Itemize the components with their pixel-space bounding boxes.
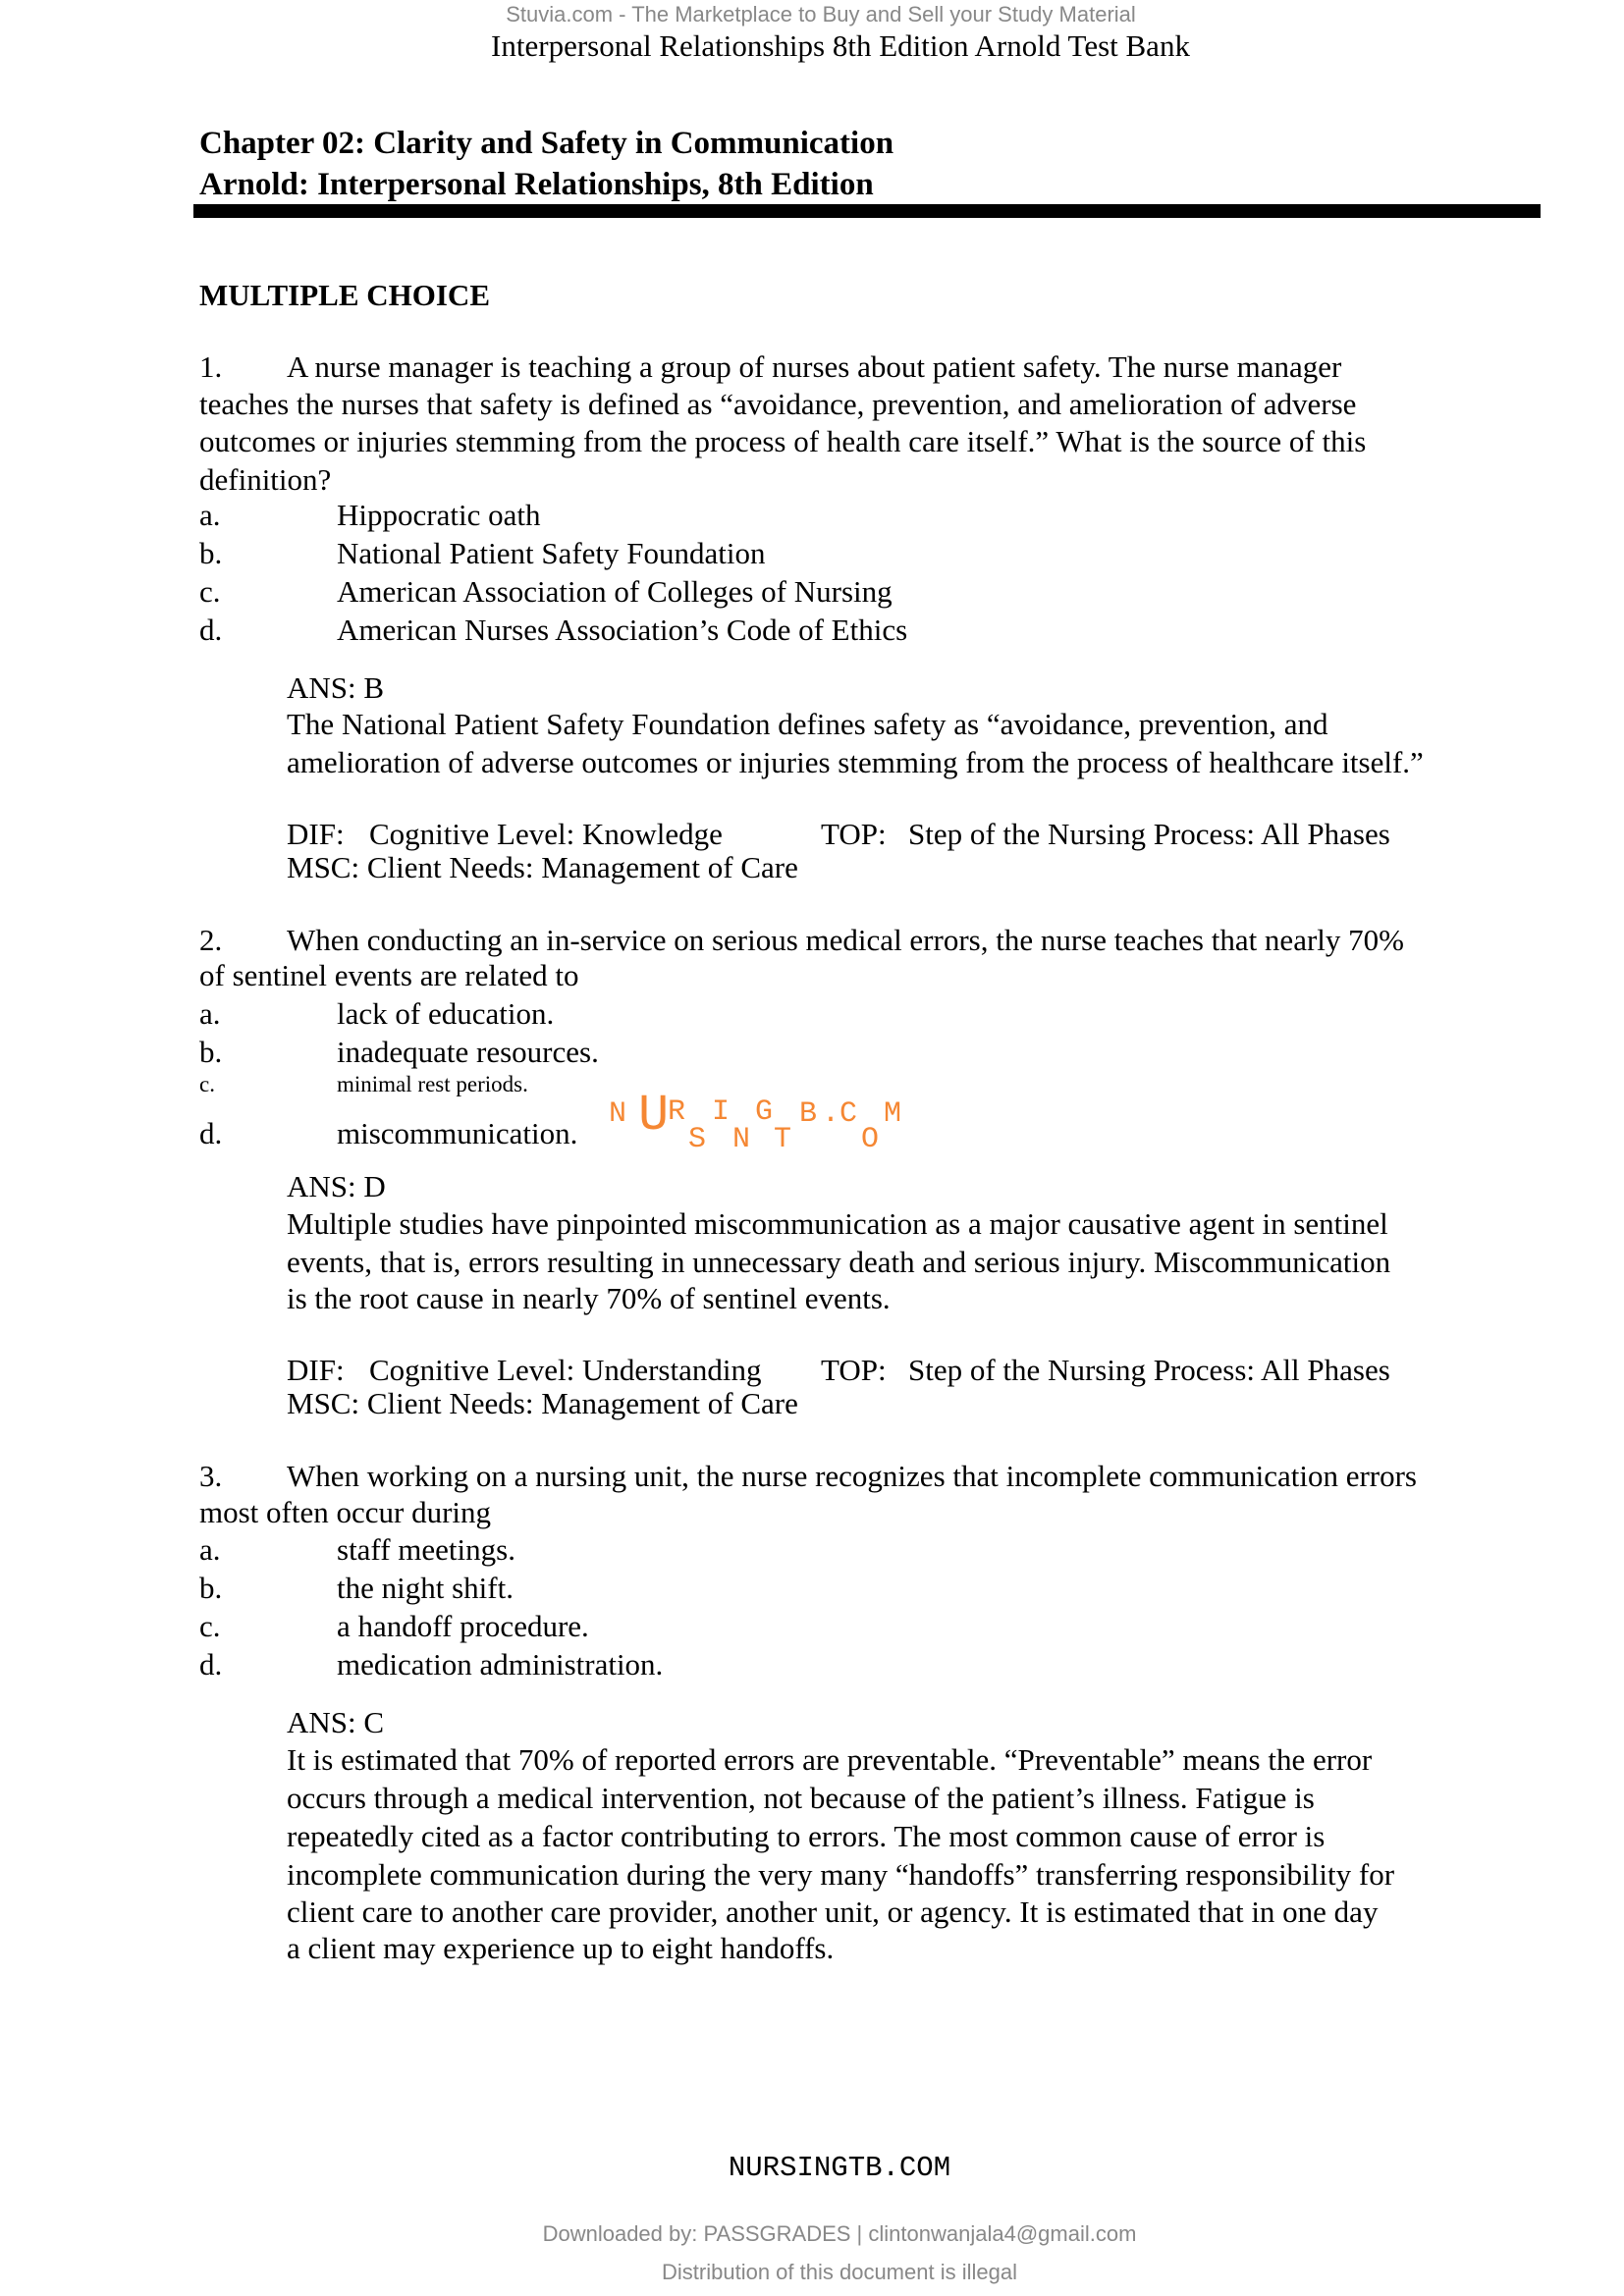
question-stem-line: A nurse manager is teaching a group of nurses about patient safety. The nurse manager (287, 349, 1342, 384)
footer-downloaded: Downloaded by: PASSGRADES | clintonwanjala4@gmail.com (542, 2221, 1137, 2246)
rationale-line: It is estimated that 70% of reported errors are preventable. “Preventable” means the error (287, 1742, 1373, 1777)
option-letter: a. (199, 1532, 221, 1567)
top-label: TOP: (821, 1353, 887, 1387)
watermark-letter: N (732, 1123, 751, 1156)
watermark-letter: O (861, 1123, 880, 1156)
watermark-letter: B (799, 1097, 818, 1131)
title-rule (193, 204, 1541, 218)
rationale-line: occurs through a medical intervention, not because of the patient’s illness. Fatigue is (287, 1781, 1315, 1815)
book-title: Arnold: Interpersonal Relationships, 8th Edition (199, 167, 874, 202)
watermark-letter: T (774, 1123, 792, 1156)
header-title: Interpersonal Relationships 8th Edition Arnold Test Bank (491, 28, 1190, 63)
footer-site: NURSINGTB.COM (728, 2152, 951, 2184)
top-label: TOP: (821, 817, 887, 851)
rationale-line: repeatedly cited as a factor contributing to errors. The most common cause of error is (287, 1819, 1326, 1853)
option-letter: a. (199, 996, 221, 1031)
topic: Step of the Nursing Process: All Phases (908, 817, 1390, 851)
question-stem-line: When conducting an in-service on serious medical errors, the nurse teaches that nearly 70% (287, 923, 1404, 957)
option-text: Hippocratic oath (337, 498, 541, 532)
watermark-letter: I (712, 1095, 731, 1129)
watermark-letter: C (839, 1097, 858, 1131)
option-text: American Nurses Association’s Code of Ethics (337, 613, 908, 647)
rationale-line: Multiple studies have pinpointed miscommunication as a major causative agent in sentinel (287, 1206, 1388, 1241)
question-stem-line: When working on a nursing unit, the nurse recognizes that incomplete communication errors (287, 1459, 1417, 1493)
question-stem-line: outcomes or injuries stemming from the process of health care itself.” What is the source of this (199, 424, 1367, 458)
option-letter: c. (199, 1072, 215, 1096)
option-letter: a. (199, 498, 221, 532)
watermark-letter: . (822, 1097, 840, 1131)
msc-client-needs: MSC: Client Needs: Management of Care (287, 850, 798, 884)
difficulty-level: Cognitive Level: Understanding (369, 1353, 762, 1387)
option-text: medication administration. (337, 1647, 664, 1682)
dif-label: DIF: (287, 817, 345, 851)
question-stem-line: definition? (199, 462, 332, 497)
rationale-line: a client may experience up to eight handoffs. (287, 1931, 835, 1965)
option-text: a handoff procedure. (337, 1609, 589, 1643)
rationale-line: is the root cause in nearly 70% of sentinel events. (287, 1281, 891, 1315)
watermark-letter: G (755, 1095, 774, 1129)
difficulty-level: Cognitive Level: Knowledge (369, 817, 723, 851)
question-stem-line: most often occur during (199, 1495, 492, 1529)
watermark-letter: R (668, 1095, 686, 1129)
option-letter: c. (199, 574, 221, 609)
footer-distribution: Distribution of this document is illegal (662, 2260, 1017, 2284)
option-text: staff meetings. (337, 1532, 515, 1567)
option-text: the night shift. (337, 1571, 514, 1605)
rationale-line: The National Patient Safety Foundation defines safety as “avoidance, prevention, and (287, 707, 1328, 741)
question-number: 3. (199, 1459, 223, 1493)
dif-label: DIF: (287, 1353, 345, 1387)
option-text: lack of education. (337, 996, 555, 1031)
header-overlay-text: Stuvia.com - The Marketplace to Buy and Sell your Study Material (506, 2, 1136, 27)
question-stem-line: of sentinel events are related to (199, 958, 579, 992)
option-letter: b. (199, 536, 223, 570)
option-text: minimal rest periods. (337, 1072, 528, 1096)
rationale-line: events, that is, errors resulting in unnecessary death and serious injury. Miscommunication (287, 1245, 1391, 1279)
watermark-letter: M (884, 1097, 902, 1131)
option-letter: d. (199, 1647, 223, 1682)
rationale-line: amelioration of adverse outcomes or injuries stemming from the process of healthcare itself.” (287, 745, 1424, 779)
topic: Step of the Nursing Process: All Phases (908, 1353, 1390, 1387)
option-text: inadequate resources. (337, 1035, 599, 1069)
chapter-title: Chapter 02: Clarity and Safety in Communication (199, 126, 894, 161)
watermark-letter: N (609, 1097, 627, 1131)
option-letter: b. (199, 1035, 223, 1069)
option-text: miscommunication. (337, 1116, 578, 1150)
question-number: 1. (199, 349, 223, 384)
answer-key: ANS: C (287, 1705, 385, 1739)
question-number: 2. (199, 923, 223, 957)
option-letter: d. (199, 613, 223, 647)
option-letter: b. (199, 1571, 223, 1605)
answer-key: ANS: B (287, 670, 385, 705)
answer-key: ANS: D (287, 1169, 386, 1203)
msc-client-needs: MSC: Client Needs: Management of Care (287, 1386, 798, 1420)
watermark-letter: S (688, 1123, 707, 1156)
option-letter: c. (199, 1609, 221, 1643)
section-heading: MULTIPLE CHOICE (199, 278, 490, 312)
rationale-line: incomplete communication during the very many “handoffs” transferring responsibility for (287, 1857, 1395, 1892)
option-text: National Patient Safety Foundation (337, 536, 766, 570)
watermark-letter: U (638, 1087, 670, 1145)
question-stem-line: teaches the nurses that safety is defined as “avoidance, prevention, and amelioration of adverse (199, 387, 1357, 421)
option-text: American Association of Colleges of Nursing (337, 574, 893, 609)
rationale-line: client care to another care provider, another unit, or agency. It is estimated that in one day (287, 1895, 1379, 1929)
option-letter: d. (199, 1116, 223, 1150)
